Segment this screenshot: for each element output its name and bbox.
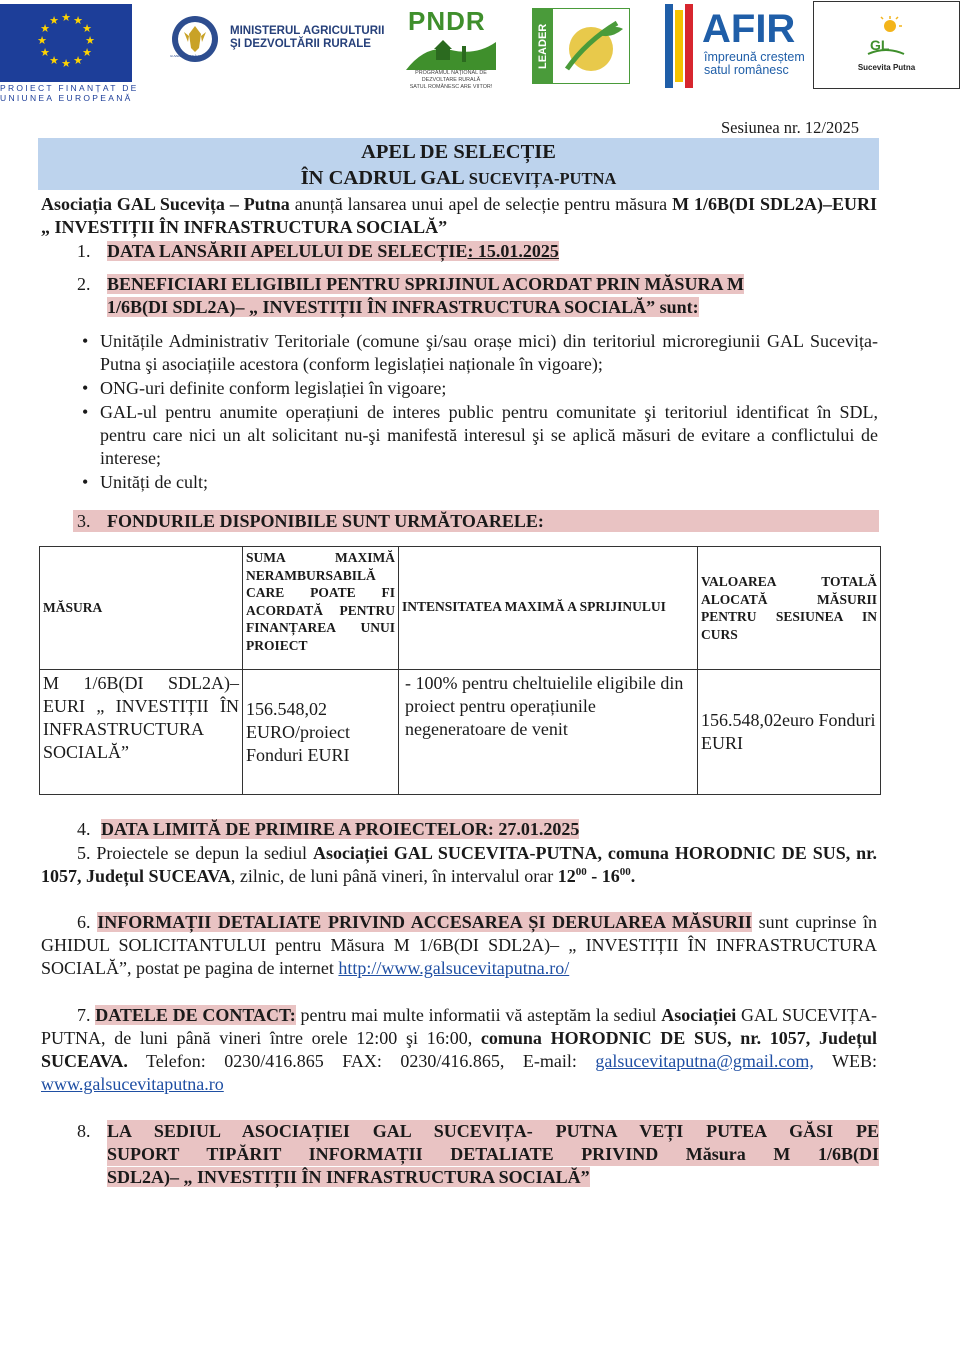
section-8-line2: SUPORT TIPĂRIT INFORMAȚII DETALIATE PRIVIND Măsura M 1/6B(DI [107, 1144, 879, 1164]
page-subtitle [38, 166, 879, 191]
section-7-address: comuna HORODNIC DE SUS, nr. 1057, Județul SUCEAVA. [41, 1028, 877, 1071]
section-1 [107, 240, 559, 263]
leader-logo [532, 8, 630, 84]
madr-line2: ŞI DEZVOLTĂRII RURALE [230, 38, 371, 50]
section-4-label: DATA LIMITĂ DE PRIMIRE A PROIECTELOR: 27.01.2025 [101, 819, 580, 839]
afir-logo [662, 4, 812, 88]
table-header-row [40, 547, 881, 670]
svg-text:★: ★ [82, 46, 92, 59]
svg-text:★: ★ [40, 22, 50, 35]
svg-text:★: ★ [73, 14, 83, 27]
header-total-value: VALOAREA TOTALĂ ALOCATĂ MĂSURII PENTRU SESIUNEA IN CURS [698, 547, 881, 670]
section-3-label: FONDURILE DISPONIBILE SUNT URMĂTOARELE: [107, 511, 544, 531]
svg-text:★: ★ [61, 57, 71, 70]
section-6-number: 6. [77, 912, 91, 932]
section-7-paragraph: 7. DATELE DE CONTACT: pentru mai multe informatii vă asteptăm la sediul Asociației GAL SUCEVIȚA- PUTNA, de luni până vineri între orele 12:00 şi 16:00, comuna HORODNIC DE SUS, nr. 1057, Județul SUCEAVA. Telefon: 0230/416.865 FAX: 0230/416.865, E-mail: galsucevitaputna@gmail.com, WEB: www.galsucevitaputna.ro [41, 1005, 878, 1094]
header-measure: MĂSURA [40, 547, 243, 670]
section-6-label: INFORMAȚII DETALIATE PRIVIND ACCESAREA ȘI DERULAREA MĂSURII [97, 912, 752, 932]
section-7-label: DATELE DE CONTACT: [95, 1005, 296, 1025]
bullet-icon: • [82, 331, 89, 351]
cell-total-value: 156.548,02euro Fonduri EURI [698, 670, 881, 795]
logo-strip [0, 0, 960, 103]
section-4 [101, 818, 579, 841]
pndr-sub-line1: PROGRAMUL NAȚIONAL DE DEZVOLTARE RURALĂ [415, 70, 487, 83]
cell-measure: M 1/6B(DI SDL2A)– EURI „ INVESTIȚII ÎN INFRASTRUCTURA SOCIALĂ” [40, 670, 243, 795]
subtitle-main: ÎN CADRUL GAL [300, 167, 469, 189]
session-number: Sesiunea nr. 12/2025 [721, 118, 859, 137]
section-4-number: 4. [77, 819, 91, 839]
eu-flag-icon [0, 4, 132, 82]
section-8-line3: SDL2A)– „ INVESTIȚII ÎN INFRASTRUCTURA SOCIALĂ” [107, 1167, 590, 1187]
section-8-line1: LA SEDIUL ASOCIAȚIEI GAL SUCEVIȚA- PUTNA VEȚI PUTEA GĂSI PE [107, 1121, 879, 1141]
cell-max-amount: 156.548,02 EURO/proiect Fonduri EURI [243, 670, 399, 795]
bullet-icon: • [82, 402, 89, 422]
svg-text:★: ★ [61, 11, 71, 24]
cell-intensity: - 100% pentru cheltuielile eligibile din proiect pentru operațiunile negeneratoare de venit [399, 670, 698, 795]
eu-logo [0, 4, 139, 103]
section-8-number: 8. [77, 1121, 91, 1141]
section-5-hours: $12^{00} - 16^{00}$. [557, 866, 636, 886]
madr-seal-text: GUVERNUL ROMÂNIEI [170, 54, 203, 58]
svg-text:★: ★ [49, 54, 59, 67]
gal-logo [813, 1, 960, 89]
section-2-line1: BENEFICIARI ELIGIBILI PENTRU SPRIJINUL ACORDAT PRIN MĂSURA M [107, 274, 744, 294]
leader-emblem-icon [533, 9, 629, 83]
header-max-amount: SUMA MAXIMĂ NERAMBURSABILĂ CARE POATE FI ACORDATĂ PENTRU FINANȚAREA UNUI PROIECT [243, 547, 399, 670]
gal-sun-icon [866, 16, 906, 62]
section-5-number: 5. [77, 843, 91, 863]
gal-mark: GL [870, 37, 890, 53]
section-1-date: : 15.01.2025 [467, 241, 559, 261]
gal-name: Sucevita Putna [857, 63, 916, 72]
section-5-paragraph: 5. Proiectele se depun la sediul Asociației GAL SUCEVITA-PUTNA, comuna HORODNIC DE SUS, nr. 1057, Județul SUCEAVA, zilnic, de luni până vineri, în intervalul orar $12^{00} - 16^{00}$. [41, 843, 877, 886]
web-link[interactable]: www.galsucevitaputna.ro [41, 1074, 224, 1094]
list-item: • GAL-ul pentru anumite operațiuni de interes public pentru comunitate şi teritoriul identificat în SDL, pentru care nici un alt solicitant nu-şi manifestă interesul şi se aplică măsuri de evitare a conflictului de interese; [82, 402, 878, 468]
section-3-number: 3. [77, 511, 91, 531]
section-6-paragraph: 6. INFORMAȚII DETALIATE PRIVIND ACCESAREA ȘI DERULAREA MĂSURII sunt cuprinse în GHIDUL SOLICITANTULUI pentru Măsura M 1/6B(DI SDL2A)– „ INVESTIȚII ÎN INFRASTRUCTURA SOCIALĂ”, postat pe pagina de internet http://www.galsucevitaputna.ro/ [41, 912, 878, 978]
svg-text:★: ★ [40, 46, 50, 59]
section-7-number: 7. [77, 1005, 91, 1025]
afir-wordmark: AFIR [702, 7, 796, 51]
svg-text:★: ★ [49, 14, 59, 27]
funds-table [39, 546, 881, 795]
subtitle-gal: SUCEVIȚA-PUTNA [468, 169, 617, 188]
eu-caption-line2: UNIUNEA EUROPEANĂ [0, 93, 133, 103]
pndr-logo [398, 6, 504, 88]
intro-org: Asociația GAL Sucevița – Putna [41, 194, 290, 214]
list-item: • Unitățile Administrativ Teritoriale (comune şi/sau orașe mici) din teritoriul microregiunii GAL Sucevița-Putna şi asociațiile acestora (conform legislației naționale în vigoare); [82, 331, 878, 374]
madr-line1: MINISTERUL AGRICULTURII [230, 25, 385, 37]
bullet-icon: • [82, 378, 89, 398]
page-title: APEL DE SELECȚIE [361, 141, 556, 163]
eu-caption-line1: PROIECT FINANȚAT DE [0, 83, 139, 93]
intro-measure: M 1/6B(DI SDL2A)–EURI „ INVESTIȚII ÎN INFRASTRUCTURA SOCIALĂ” [41, 194, 877, 237]
bullet-icon: • [82, 472, 89, 492]
svg-text:★: ★ [37, 34, 47, 47]
svg-text:★: ★ [85, 34, 95, 47]
village-icon [406, 36, 496, 70]
afir-emblem-icon [662, 4, 696, 88]
guide-website-link[interactable]: http://www.galsucevitaputna.ro/ [338, 958, 570, 978]
section-1-label: DATA LANSĂRII APELULUI DE SELECȚIE [107, 241, 468, 261]
intro-text: anunță lansarea unui apel de selecție pentru măsura [289, 194, 673, 214]
afir-tagline-2: satul românesc [704, 63, 789, 77]
section-5-address: Asociației GAL SUCEVITA-PUTNA, comuna HORODNIC DE SUS, nr. 1057, Județul SUCEAVA [41, 843, 877, 886]
section-2-line2: 1/6B(DI SDL2A)– „ INVESTIȚII ÎN INFRASTRUCTURA SOCIALĂ” sunt: [107, 297, 699, 317]
madr-logo [170, 14, 400, 64]
header-intensity: INTENSITATEA MAXIMĂ A SPRIJINULUI [399, 547, 698, 670]
svg-text:★: ★ [82, 22, 92, 35]
leader-wordmark: LEADER [537, 23, 549, 69]
table-row [40, 670, 881, 795]
section-2-number: 2. [77, 274, 91, 294]
svg-text:★: ★ [73, 54, 83, 67]
intro-paragraph [41, 193, 877, 239]
pndr-sub-line2: SATUL ROMÂNESC ARE VIITOR! [409, 84, 493, 90]
email-link[interactable]: galsucevitaputna@gmail.com, [595, 1051, 814, 1071]
list-item: • Unități de cult; [82, 472, 208, 492]
list-item: • ONG-uri definite conform legislației în vigoare; [82, 378, 447, 398]
afir-tagline-1: împreună creștem [704, 50, 805, 64]
section-2-heading [107, 273, 744, 319]
section-1-number: 1. [77, 241, 91, 261]
pndr-wordmark: PNDR [408, 6, 486, 36]
section-8-heading [107, 1120, 879, 1189]
beneficiaries-list [82, 330, 878, 495]
